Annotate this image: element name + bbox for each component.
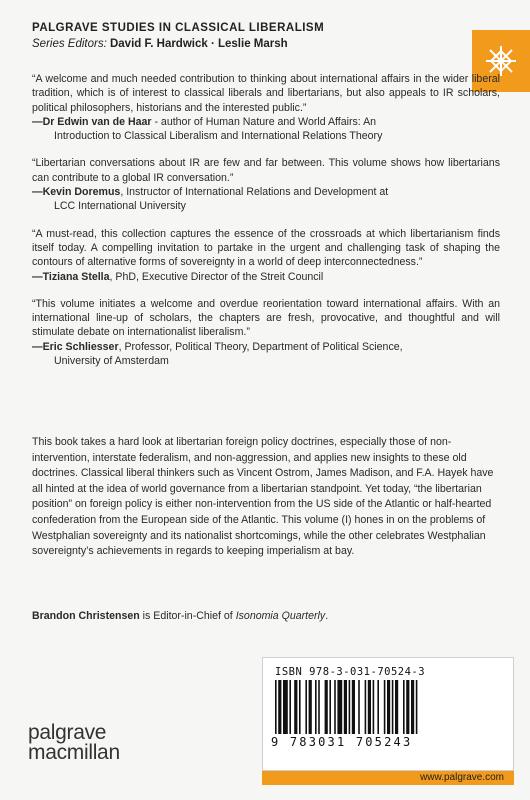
quote-affiliation-cont: LCC International University xyxy=(54,200,186,213)
quote-affiliation: , Instructor of International Relations and Development at xyxy=(120,186,389,199)
endorsement-2 xyxy=(32,156,500,213)
barcode-box xyxy=(262,657,514,771)
journal-name: Isonomia Quarterly xyxy=(235,610,326,622)
quote-text: “A must-read, this collection captures the essence of the crossroads at which libertarianism finds itself today. A compelling invitation to partake in the urgent and challenging task of shaping the contours of alternative forms of sovereignty in a world of deep interconnectedness.” xyxy=(32,227,500,269)
quote-author: —Dr Edwin van de Haar xyxy=(32,115,152,128)
quote-affiliation: , PhD, Executive Director of the Streit Council xyxy=(109,270,324,283)
quote-attribution xyxy=(32,115,500,144)
book-description: This book takes a hard look at libertarian foreign policy doctrines, especially those of non-intervention, interstate federalism, and non-aggression, and applies new insights to these old doctrines. Classical liberal thinkers such as Vincent Ostrom, James Madison, and F.A. Hayek have all hinted at the idea of world governance from a libertarian standpoint. Yet today, “the libertarian position” on foreign policy is either non-intervention from the US side of the Atlantic or half-hearted confederation from the European side of the Atlantic. This volume (I) hones in on the problems of Westphalian sovereignty and its nationalist shortcomings, while the other celebrates Westphalian sovereignty’s achievements in regards to keeping imperialism at bay. xyxy=(32,436,494,558)
quote-text: “Libertarian conversations about IR are few and far between. This volume shows how libertarians can contribute to a global IR conversation.” xyxy=(32,157,500,184)
endorsements xyxy=(32,72,500,381)
series-editors xyxy=(32,38,288,50)
quote-attribution xyxy=(32,185,500,214)
endorsement-3 xyxy=(32,227,500,284)
quote-author: —Eric Schliesser xyxy=(32,340,119,353)
publisher-line-2: macmillan xyxy=(28,741,120,764)
quote-text: “A welcome and much needed contribution to thinking about international affairs in the wider liberal tradition, which is of interest to classical liberals and libertarians, but also appeals to IR scholars, political philosophers, historians and the interested public.” xyxy=(32,73,500,114)
publisher-line-1: palgrave xyxy=(28,721,107,744)
publisher-url-bar xyxy=(262,771,514,785)
quote-attribution xyxy=(32,340,500,369)
quote-affiliation-cont: University of Amsterdam xyxy=(54,355,169,368)
publisher-url[interactable]: www.palgrave.com xyxy=(420,772,504,783)
series-editors-label: Series Editors: xyxy=(32,38,107,50)
publisher-logo xyxy=(28,723,120,763)
quote-text: “This volume initiates a welcome and overdue reorientation toward international affairs. With an international line-up of scholars, the chapters are fresh, provocative, and thoughtful and will stimulate debate on internationalist liberalism.” xyxy=(32,297,500,339)
barcode-digits: 9 783031 705243 xyxy=(271,735,413,749)
quote-affiliation: - author of Human Nature and World Affairs: An xyxy=(151,115,377,128)
series-title: PALGRAVE STUDIES IN CLASSICAL LIBERALISM xyxy=(32,22,325,34)
quote-attribution xyxy=(32,270,500,284)
series-editors-names: David F. Hardwick · Leslie Marsh xyxy=(109,38,288,50)
quote-author: —Kevin Doremus xyxy=(32,186,121,199)
author-bio xyxy=(32,609,500,623)
endorsement-1 xyxy=(32,72,500,143)
author-name: Brandon Christensen xyxy=(32,610,140,622)
author-bio-text: is Editor-in-Chief of xyxy=(139,610,236,622)
endorsement-4 xyxy=(32,297,500,368)
quote-affiliation: , Professor, Political Theory, Department of Political Science, xyxy=(118,340,403,353)
barcode-icon xyxy=(273,680,503,736)
quote-affiliation-cont: Introduction to Classical Liberalism and International Relations Theory xyxy=(54,130,383,143)
quote-author: —Tiziana Stella xyxy=(32,270,110,283)
isbn-label: ISBN 978-3-031-70524-3 xyxy=(275,666,426,678)
author-bio-end: . xyxy=(325,610,329,622)
